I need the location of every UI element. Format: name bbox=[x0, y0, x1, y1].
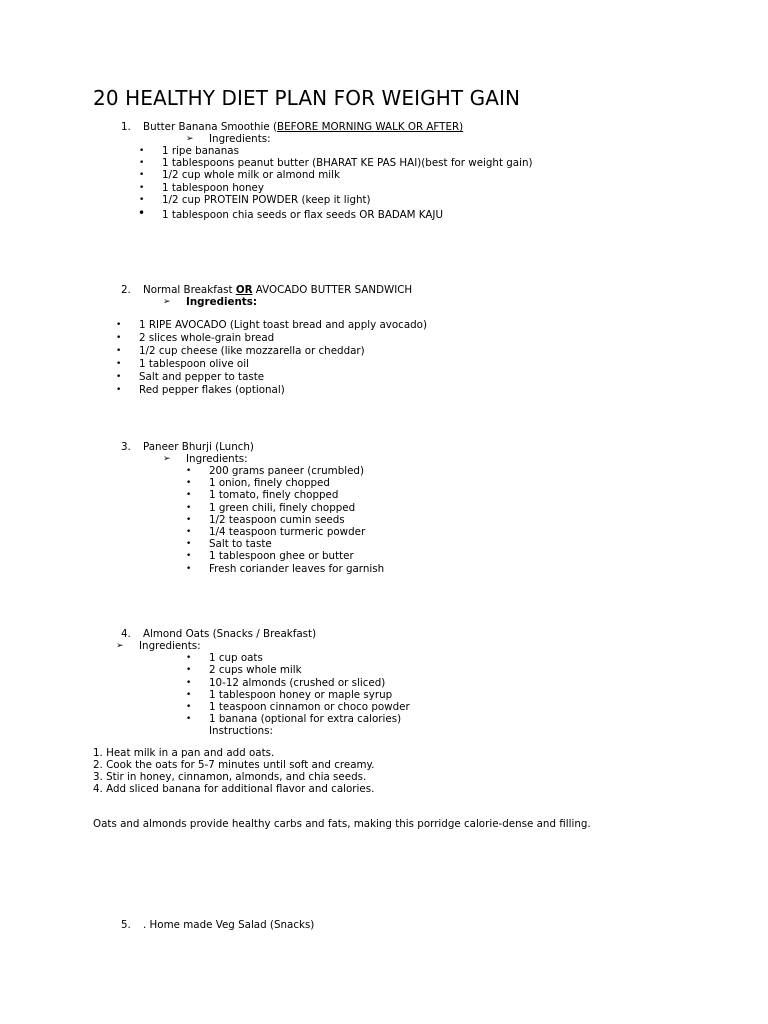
bullet-icon: • bbox=[186, 551, 192, 561]
instruction-step: 2. Cook the oats for 5-7 minutes until soft and creamy. bbox=[93, 759, 375, 771]
bullet-icon: • bbox=[186, 539, 192, 549]
section-4-title: Almond Oats (Snacks / Breakfast) bbox=[143, 628, 317, 640]
bullet-icon: • bbox=[116, 333, 122, 343]
bullet-icon: • bbox=[186, 564, 192, 574]
section-2-number: 2. bbox=[121, 284, 131, 296]
section-3-title: Paneer Bhurji (Lunch) bbox=[143, 441, 254, 453]
bullet-icon: • bbox=[186, 490, 192, 500]
bullet-icon: • bbox=[186, 466, 192, 476]
bullet-icon: • bbox=[186, 702, 192, 712]
bullet-icon: • bbox=[139, 195, 145, 205]
section-4-instructions-label: Instructions: bbox=[209, 725, 273, 737]
bullet-icon: • bbox=[186, 665, 192, 675]
bullet-icon: • bbox=[139, 183, 145, 193]
bullet-icon: • bbox=[139, 158, 145, 168]
bullet-icon: • bbox=[186, 690, 192, 700]
bullet-icon: • bbox=[116, 346, 122, 356]
bullet-icon: • bbox=[116, 385, 122, 395]
bullet-icon: • bbox=[186, 503, 192, 513]
section-1-title: Butter Banana Smoothie (BEFORE MORNING WALK OR AFTER) bbox=[143, 121, 464, 133]
bullet-icon: • bbox=[116, 372, 122, 382]
bullet-icon: • bbox=[138, 206, 146, 220]
section-4-number: 4. bbox=[121, 628, 131, 640]
section-1-number: 1. bbox=[121, 121, 131, 133]
section-3-ingredients-label: Ingredients: bbox=[186, 453, 248, 465]
bullet-icon: • bbox=[186, 515, 192, 525]
bullet-icon: • bbox=[139, 146, 145, 156]
arrow-icon: ➢ bbox=[163, 297, 171, 307]
bullet-icon: • bbox=[116, 320, 122, 330]
arrow-icon: ➢ bbox=[116, 641, 124, 651]
section-4-note: Oats and almonds provide healthy carbs and fats, making this porridge calorie-dense and filling. bbox=[93, 818, 591, 830]
instruction-step: 4. Add sliced banana for additional flavor and calories. bbox=[93, 783, 375, 795]
section-5-number: 5. bbox=[121, 919, 131, 931]
section-1-ingredients-label: Ingredients: bbox=[209, 133, 271, 145]
document-page: 20 HEALTHY DIET PLAN FOR WEIGHT GAIN 1. Butter Banana Smoothie (BEFORE MORNING WALK OR AFTER) ➢ Ingredients: • 1 ripe bananas • 1 tablespoons peanut butter (BHARAT KE PAS HAI)(best for weight gain) • 1/2 cup whole milk or almond milk • 1 tablespoon honey • 1/2 cup PROTEIN POWDER (keep it light) • 1 tablespoon chia seeds or flax seeds OR BADAM KAJU 2. Normal Breakfast OR AVOCADO BUTTER SANDWICH ➢ Ingredients: • 1 RIPE AVOCADO (Light toast bread and apply avocado) • 2 slices whole-grain bread • 1/2 cup cheese (like mozzarella or cheddar) • 1 tablespoon olive oil • Salt and pepper to taste • Red pepper flakes (optional) 3. Paneer Bhurji (Lunch) ➢ Ingredients: • 200 grams paneer (crumbled) • 1 onion, finely chopped • 1 tomato, finely chopped • 1 green chili, finely chopped • 1/2 teaspoon cumin seeds • 1/4 teaspoon turmeric powder • Salt to taste • 1 tablespoon ghee or butter • Fresh coriander leaves for garnish 4. Almond Oats (Snacks / Breakfast) ➢ Ingredients: • 1 cup oats • 2 cups whole milk • 10-12 almonds (crushed or sliced) • 1 tablespoon honey or maple syrup • 1 teaspoon cinnamon or choco powder • 1 banana (optional for extra calories) Instructions: 1. Heat milk in a pan and add oats. 2. Cook the oats for 5-7 minutes until soft and creamy. 3. Stir in honey, cinnamon, almonds, and chia seeds. 4. Add sliced banana for additional flavor and calories. Oats and almonds provide healthy carbs and fats, making this porridge calorie-dense and filling. 5. . Home made Veg Salad (Snacks) bbox=[93, 86, 591, 931]
section-3-number: 3. bbox=[121, 441, 131, 453]
bullet-icon: • bbox=[186, 678, 192, 688]
bullet-icon: • bbox=[139, 170, 145, 180]
section-2-ingredients-label: Ingredients: bbox=[186, 296, 257, 308]
section-4-ingredients-label: Ingredients: bbox=[139, 640, 201, 652]
section-5-title: . Home made Veg Salad (Snacks) bbox=[143, 919, 315, 931]
section-2-title: Normal Breakfast OR AVOCADO BUTTER SANDWICH bbox=[143, 284, 413, 296]
section-2-title-or: OR bbox=[235, 284, 253, 296]
bullet-icon: • bbox=[186, 714, 192, 724]
section-1-title-underlined: BEFORE MORNING WALK OR AFTER) bbox=[277, 121, 464, 133]
bullet-icon: • bbox=[186, 527, 192, 537]
arrow-icon: ➢ bbox=[186, 134, 194, 144]
bullet-icon: • bbox=[116, 359, 122, 369]
bullet-icon: • bbox=[186, 653, 192, 663]
bullet-icon: • bbox=[186, 478, 192, 488]
arrow-icon: ➢ bbox=[163, 454, 171, 464]
instruction-step: 3. Stir in honey, cinnamon, almonds, and chia seeds. bbox=[93, 771, 367, 783]
instruction-step: 1. Heat milk in a pan and add oats. bbox=[93, 747, 275, 759]
document-title: 20 HEALTHY DIET PLAN FOR WEIGHT GAIN bbox=[93, 86, 521, 110]
